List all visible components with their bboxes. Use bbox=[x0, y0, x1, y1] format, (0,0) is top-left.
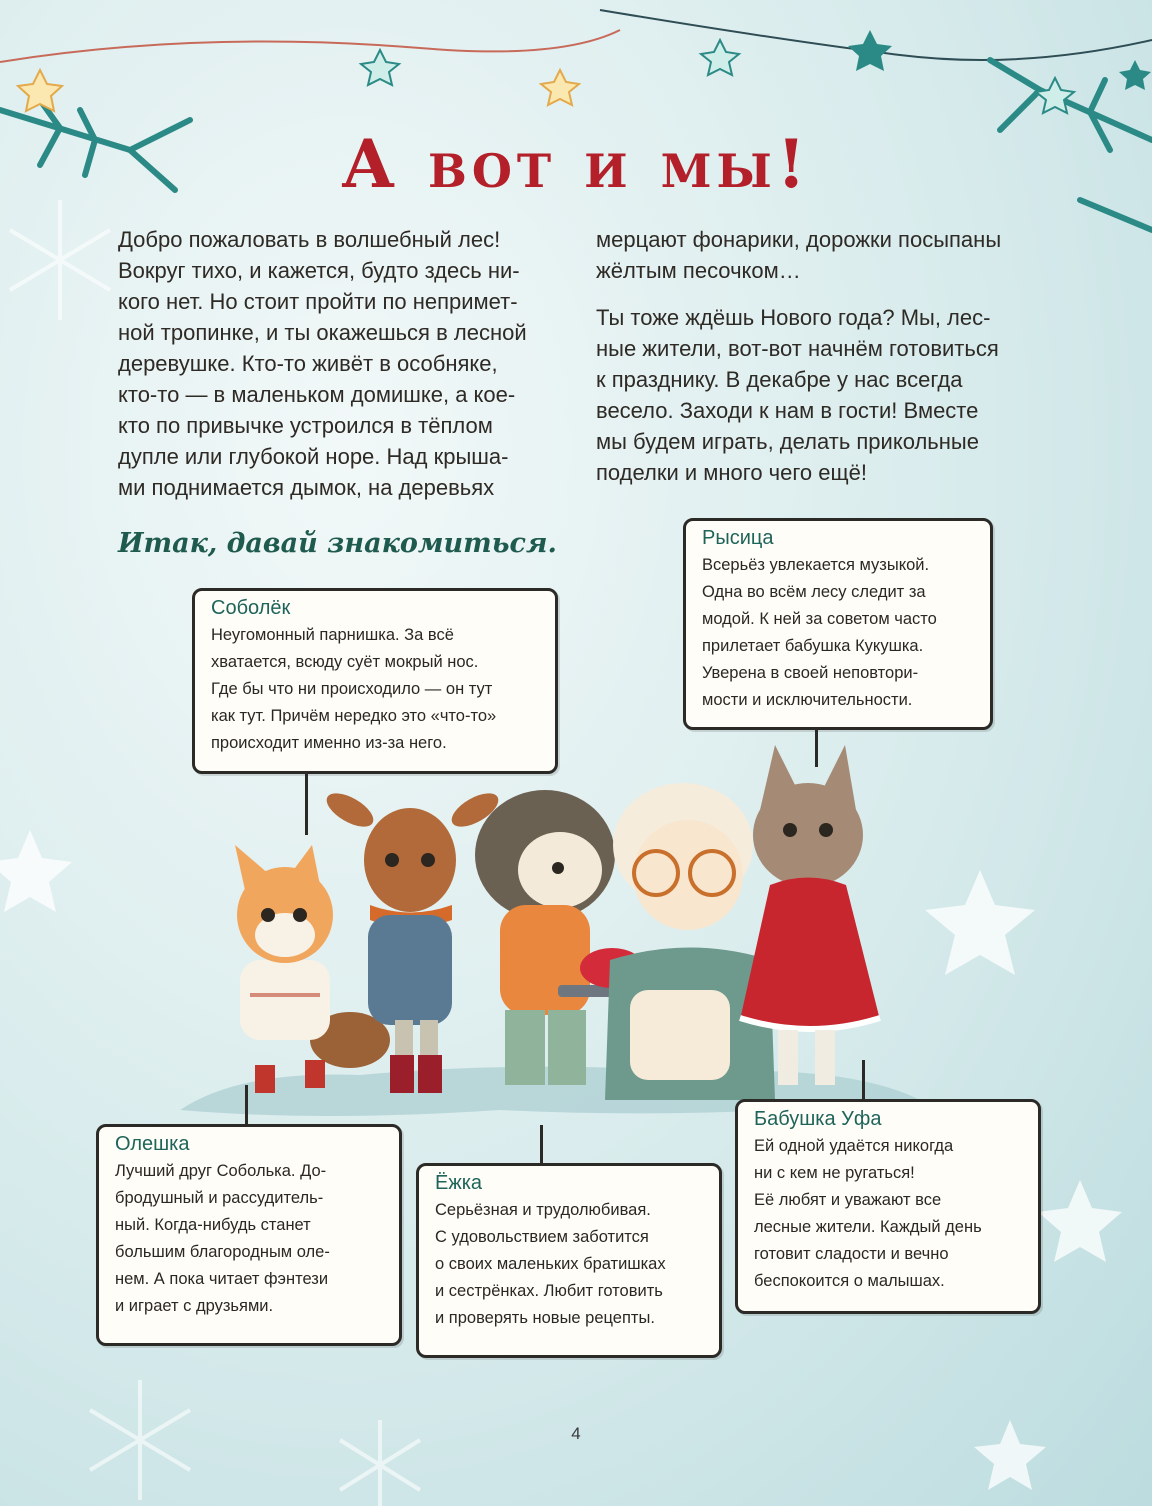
sable-character-illustration bbox=[235, 845, 390, 1093]
character-name: Олешка bbox=[115, 1133, 190, 1155]
intro-text-right-1: мерцают фонарики, дорожки посыпаны жёлтым песочком… bbox=[596, 227, 1002, 283]
character-description: Лучший друг Соболька. До- бродушный и рассудитель- ный. Когда-нибудь станет большим благородным оле- нем. А пока читает фэнтези и играет с друзьями. bbox=[115, 1162, 330, 1315]
page-number: 4 bbox=[571, 1424, 581, 1443]
grandma-character-illustration bbox=[605, 783, 775, 1100]
callout-connector bbox=[862, 1060, 865, 1100]
character-card-sobolek bbox=[192, 588, 558, 774]
character-name: Рысица bbox=[702, 527, 774, 549]
character-card-oleshka bbox=[96, 1124, 402, 1346]
garland-star-icon bbox=[18, 70, 579, 111]
garland-string bbox=[0, 30, 620, 62]
character-card-ufa bbox=[735, 1099, 1041, 1314]
callout-connector bbox=[245, 1085, 248, 1127]
character-description: Неугомонный парнишка. За всё хватается, всюду суёт мокрый нос. Где бы что ни происходило — он тут как тут. Причём нередко это «что-то» происходит именно из-за него. bbox=[211, 626, 497, 752]
character-name: Бабушка Уфа bbox=[754, 1108, 882, 1130]
character-card-ezhka bbox=[416, 1163, 722, 1358]
character-card-rysitsa bbox=[683, 518, 993, 730]
character-name: Ёжка bbox=[435, 1172, 483, 1194]
character-description: Ей одной удаётся никогда ни с кем не ругаться! Её любят и уважают все лесные жители. Каждый день готовит сладости и вечно беспокоится о малышах. bbox=[754, 1137, 982, 1290]
callout-connector bbox=[305, 770, 308, 835]
lead-heading: Итак, давай знакомиться. bbox=[118, 528, 557, 559]
character-description: Всерьёз увлекается музыкой. Одна во всём лесу следит за модой. К ней за советом часто прилетает бабушка Кукушка. Уверена в своей неповтори- мости и исключительности. bbox=[702, 556, 937, 709]
page-title: А вот и мы! bbox=[341, 125, 811, 203]
callout-connector bbox=[815, 727, 818, 767]
intro-text-right-2: Ты тоже ждёшь Нового года? Мы, лес- ные жители, вот-вот начнём готовиться к празднику. В декабре у нас всегда весело. Заходи к нам в гости! Вместе мы будем играть, делать прикольные поделки и много чего ещё! bbox=[596, 305, 999, 485]
intro-text-left: Добро пожаловать в волшебный лес! Вокруг тихо, и кажется, будто здесь ни- кого нет. Но стоит пройти по непримет- ной тропинке, и ты окажешься в лесной деревушке. Кто-то живёт в особняке, кто-то — в маленьком домишке, а кое- кто по привычке устроился в тёплом дупле или глубокой норе. Над крыша- ми поднимается дымок, на деревьях bbox=[118, 227, 527, 500]
character-name: Соболёк bbox=[211, 597, 291, 619]
character-description: Серьёзная и трудолюбивая. С удовольствием заботится о своих маленьких братишках и сестрёнках. Любит готовить и проверять новые рецепты. bbox=[435, 1201, 666, 1327]
callout-connector bbox=[540, 1125, 543, 1165]
